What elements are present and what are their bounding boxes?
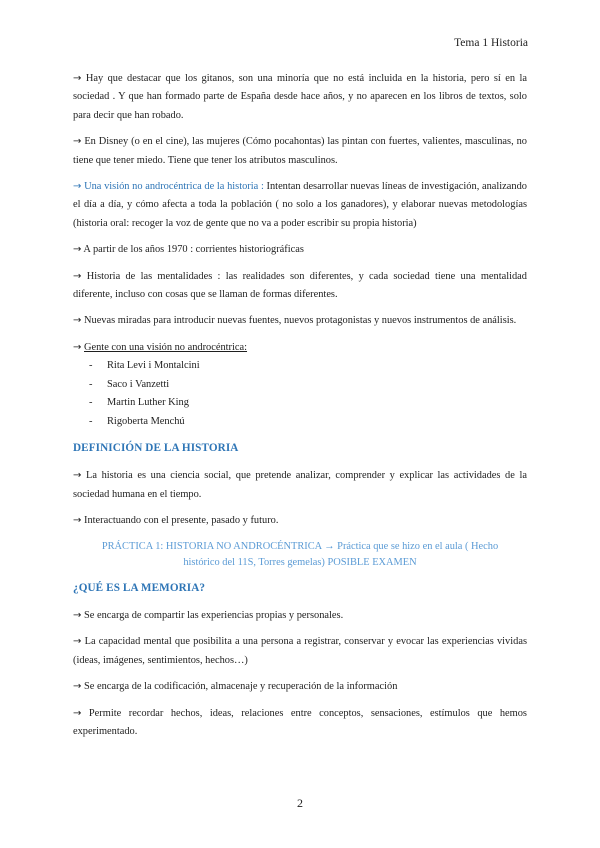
- arrow-icon: →: [73, 515, 82, 527]
- arrow-icon: →: [73, 707, 82, 719]
- paragraph-text: La historia es una ciencia social, que pretende analizar, comprender y explicar las actividades de la sociedad humana en el tiempo.: [73, 470, 527, 500]
- arrow-icon: →: [73, 681, 82, 693]
- list-item-text: Rita Levi i Montalcini: [107, 360, 200, 372]
- arrow-icon: →: [73, 73, 82, 84]
- section-heading-memoria: ¿QUÉ ES LA MEMORIA?: [73, 581, 206, 594]
- list-item-text: Martin Luther King: [107, 397, 189, 409]
- paragraph-text: Historia de las mentalidades : las realidades son diferentes, y cada sociedad tiene una mentalidad diferente, incluso con cosas que se llaman de formas diferentes.: [73, 270, 527, 301]
- arrow-icon: →: [73, 270, 82, 282]
- paragraph-memoria-1: [73, 607, 527, 625]
- paragraph-text: Interactuando con el presente, pasado y futuro.: [84, 515, 279, 527]
- practica-note: [73, 539, 527, 571]
- paragraph-1970: [73, 241, 527, 259]
- section-heading-definicion: DEFINICIÓN DE LA HISTORIA: [73, 441, 239, 454]
- paragraph-text: Gente con una visión no androcéntrica:: [84, 341, 248, 353]
- paragraph-text: Se encarga de la codificación, almacenaje y recuperación de la información: [84, 681, 398, 693]
- paragraph-memoria-3: [73, 678, 527, 696]
- dash-bullet: -: [89, 415, 93, 427]
- arrow-icon: →: [73, 341, 82, 353]
- arrow-icon: →: [73, 136, 82, 148]
- paragraph-text: Permite recordar hechos, ideas, relaciones entre conceptos, sensaciones, estímulos que hemos experimentado.: [73, 707, 527, 737]
- paragraph-text: Nuevas miradas para introducir nuevas fuentes, nuevos protagonistas y nuevos instrumentos de análisis.: [84, 315, 517, 327]
- arrow-icon: →: [73, 315, 82, 327]
- arrow-icon: →: [73, 636, 82, 648]
- list-item: [73, 376, 527, 394]
- list-item-text: Saco i Vanzetti: [107, 378, 170, 390]
- paragraph-nuevas-miradas: [73, 312, 527, 330]
- dash-bullet: -: [89, 360, 93, 372]
- paragraph-definicion: [73, 467, 527, 504]
- arrow-icon: →: [73, 244, 82, 256]
- list-item: [73, 413, 527, 431]
- list-item: [73, 357, 527, 375]
- paragraph-vision-no-androcentrica: [73, 178, 527, 233]
- paragraph-gitanos: [73, 70, 527, 125]
- document-body: [73, 70, 527, 749]
- paragraph-text: Se encarga de compartir las experiencias propias y personales.: [84, 609, 344, 621]
- arrow-icon: →: [73, 470, 82, 482]
- arrow-icon: →: [73, 609, 82, 621]
- page-number: 2: [297, 796, 303, 810]
- paragraph-memoria-2: [73, 633, 527, 670]
- paragraph-text: Hay que destacar que los gitanos, son una minoría que no está incluida en la historia, pero sí en la sociedad . Y que han formado parte de España desde hace años, y no aparecen en los libros de textos, solo para decir que han robado.: [73, 73, 527, 121]
- paragraph-interactuando: [73, 512, 527, 530]
- practica-line-1: PRÁCTICA 1: HISTORIA NO ANDROCÉNTRICA → Práctica que se hizo en el aula ( Hecho: [101, 540, 499, 552]
- paragraph-text: La capacidad mental que posibilita a una persona a registrar, conservar y evocar las experiencias vividas (ideas, imágenes, sentimientos, hechos…): [73, 636, 527, 666]
- dash-bullet: -: [89, 397, 93, 409]
- highlighted-term: Una visión no androcéntrica de la historia :: [84, 181, 264, 193]
- page-header: Tema 1 Historia: [454, 37, 528, 49]
- paragraph-text: Intentan desarrollar nuevas líneas de investigación, analizando el día a día, y cómo afecta a toda la población ( no solo a los ganadores), y elaborar nuevas metodologías (historia oral: recoger la voz de gente que no va a poder escribir su propia historia): [73, 181, 527, 229]
- people-list: [73, 357, 527, 431]
- paragraph-text: A partir de los años 1970 : corrientes historiográficas: [83, 244, 304, 256]
- paragraph-mentalidades: [73, 268, 527, 305]
- paragraph-gente: [73, 339, 527, 357]
- paragraph-disney: [73, 133, 527, 170]
- arrow-icon: →: [73, 181, 82, 193]
- list-item: [73, 394, 527, 412]
- paragraph-memoria-4: [73, 705, 527, 742]
- list-item-text: Rigoberta Menchú: [107, 415, 185, 427]
- practica-line-2: histórico del 11S, Torres gemelas) POSIBLE EXAMEN: [183, 556, 417, 568]
- dash-bullet: -: [89, 378, 93, 390]
- paragraph-text: En Disney (o en el cine), las mujeres (Cómo pocahontas) las pintan con fuertes, valientes, masculinas, no tiene que tener miedo. Tiene que tener los atributos masculinos.: [73, 136, 527, 166]
